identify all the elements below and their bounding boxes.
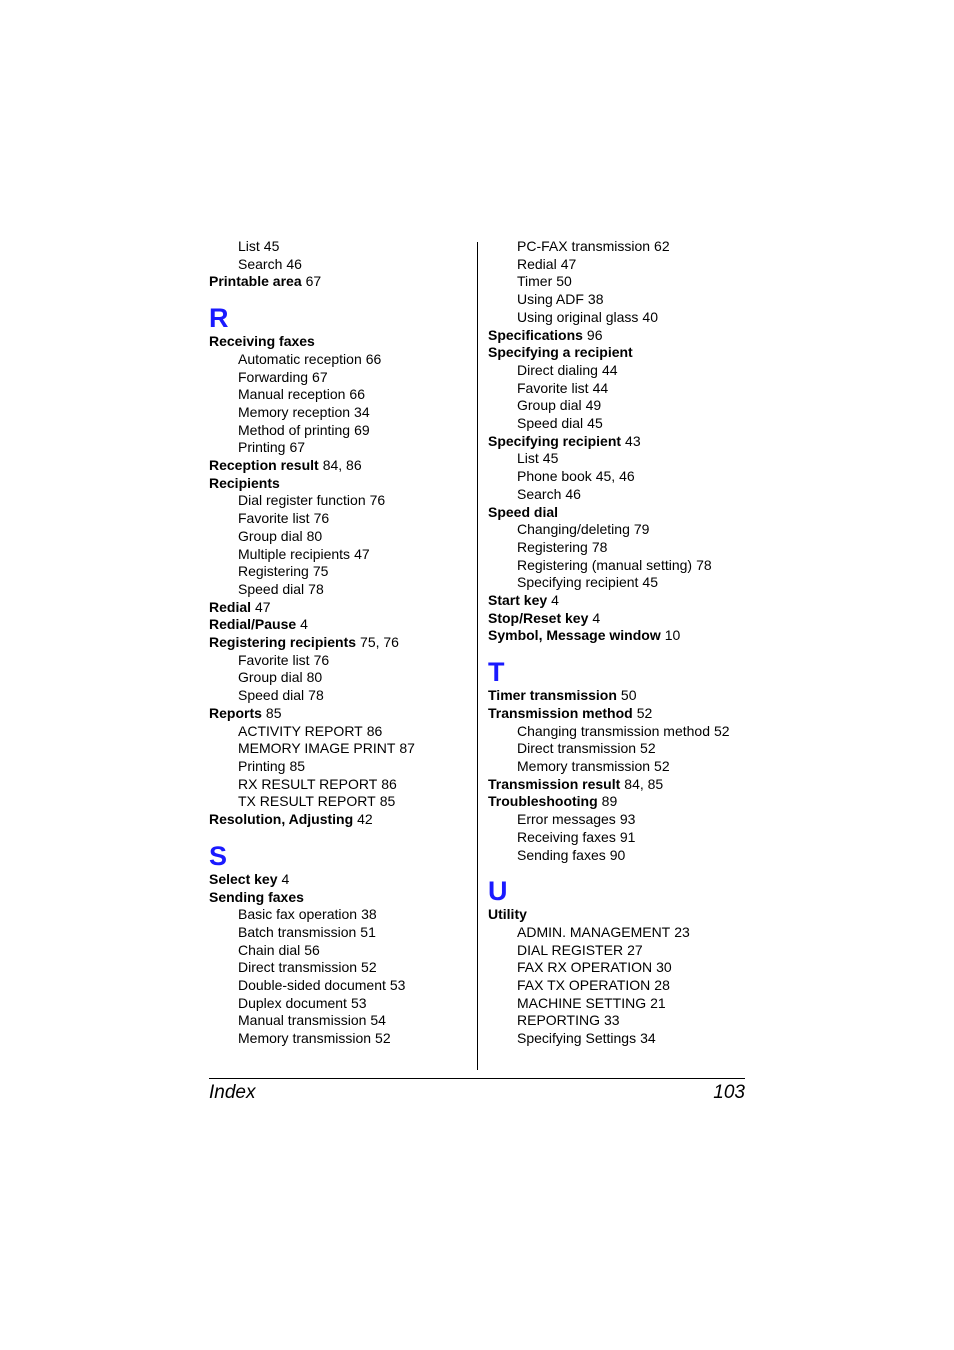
index-subentry xyxy=(488,995,748,1013)
index-subentry xyxy=(209,581,471,599)
index-subentry xyxy=(488,450,748,468)
index-entry xyxy=(209,333,471,351)
index-page-ref: 53 xyxy=(350,994,367,1011)
index-page-ref: 67 xyxy=(312,368,328,385)
index-subentry xyxy=(209,652,471,670)
index-page-ref: 33 xyxy=(603,1012,620,1029)
index-page-ref: 4 xyxy=(592,609,601,626)
index-subentry xyxy=(209,386,471,404)
index-subentry xyxy=(488,238,748,256)
index-page-ref: 47 xyxy=(255,598,271,615)
index-page-ref: 45 xyxy=(263,238,280,254)
index-column-left xyxy=(209,238,471,1048)
index-term: Manual transmission xyxy=(238,1012,367,1029)
index-page-ref: 79 xyxy=(633,521,650,538)
footer-section-label: Index xyxy=(209,1082,256,1103)
index-term: Speed dial xyxy=(238,687,305,704)
index-subentry xyxy=(209,1030,471,1048)
index-page-ref: 78 xyxy=(696,556,712,573)
index-page-ref: 66 xyxy=(349,386,365,403)
index-term: Stop/Reset key xyxy=(488,609,589,626)
index-term: Error messages xyxy=(517,811,616,828)
index-term: Speed dial xyxy=(517,415,584,432)
index-entry xyxy=(488,433,748,451)
index-term: RX RESULT REPORT xyxy=(238,775,378,792)
index-term: Basic fax operation xyxy=(238,906,358,923)
index-page-ref: 54 xyxy=(370,1012,386,1029)
index-term: Favorite list xyxy=(238,510,310,527)
index-term: Timer transmission xyxy=(488,687,617,704)
index-subentry xyxy=(488,397,748,415)
index-term: Transmission result xyxy=(488,775,621,792)
index-page-ref: 23 xyxy=(674,923,690,940)
index-subentry xyxy=(209,687,471,705)
index-page-ref: 44 xyxy=(592,379,609,396)
index-page-ref: 27 xyxy=(627,941,643,958)
index-term: Redial/Pause xyxy=(209,616,297,633)
index-term: Printable area xyxy=(209,273,302,290)
index-page-ref: 67 xyxy=(305,273,322,290)
index-page-ref: 10 xyxy=(664,627,681,644)
index-page-ref: 38 xyxy=(587,291,604,308)
index-page-ref: 66 xyxy=(365,350,382,367)
index-entry xyxy=(488,504,748,522)
index-page-ref: 30 xyxy=(656,959,672,976)
index-subentry xyxy=(488,574,748,592)
index-subentry xyxy=(209,439,471,457)
footer-page-number: 103 xyxy=(713,1082,745,1103)
index-subentry xyxy=(488,977,748,995)
index-page-ref: 34 xyxy=(354,403,370,420)
index-term: Automatic reception xyxy=(238,350,362,367)
index-term: Speed dial xyxy=(488,503,559,520)
index-term: Utility xyxy=(488,906,527,923)
index-term: Manual reception xyxy=(238,386,346,403)
index-subentry xyxy=(209,369,471,387)
index-term: Using original glass xyxy=(517,308,639,325)
index-entry xyxy=(488,592,748,610)
index-page-ref: 86 xyxy=(366,722,383,739)
index-subentry xyxy=(209,669,471,687)
index-term: ACTIVITY REPORT xyxy=(238,722,363,739)
index-entry xyxy=(488,687,748,705)
index-term: Troubleshooting xyxy=(488,793,598,810)
index-page-ref: 38 xyxy=(361,906,377,923)
index-term: Duplex document xyxy=(238,994,347,1011)
index-subentry xyxy=(488,811,748,829)
index-page-ref: 69 xyxy=(354,421,370,438)
index-page-ref: 90 xyxy=(609,846,626,863)
index-subentry xyxy=(488,557,748,575)
index-term: Speed dial xyxy=(238,580,305,597)
index-page-ref: 75 xyxy=(312,563,329,580)
index-letter-heading: U xyxy=(488,876,508,907)
index-page-ref: 67 xyxy=(289,439,306,456)
index-term: PC-FAX transmission xyxy=(517,238,651,254)
index-page-ref: 76 xyxy=(369,492,386,509)
index-subentry xyxy=(488,309,748,327)
index-term: REPORTING xyxy=(517,1012,600,1029)
index-page-ref: 76 xyxy=(313,651,330,668)
index-subentry xyxy=(488,942,748,960)
index-term: Specifying recipient xyxy=(488,432,622,449)
index-page-ref: 76 xyxy=(313,510,330,527)
index-term: Memory transmission xyxy=(238,1030,372,1047)
index-subentry xyxy=(209,256,471,274)
index-term: Memory transmission xyxy=(517,757,651,774)
index-page-ref: 96 xyxy=(586,326,603,343)
index-subentry xyxy=(488,1030,748,1048)
index-subentry xyxy=(488,924,748,942)
index-entry xyxy=(209,889,471,907)
index-page-ref: 52 xyxy=(654,757,670,774)
index-term: Phone book xyxy=(517,468,592,485)
index-page-ref: 49 xyxy=(585,397,602,414)
index-subentry xyxy=(488,758,748,776)
index-term: Redial xyxy=(209,598,252,615)
index-term: DIAL REGISTER xyxy=(517,941,624,958)
index-term: Multiple recipients xyxy=(238,545,351,562)
index-term: List xyxy=(517,450,539,467)
index-page-ref: 80 xyxy=(306,527,323,544)
index-subentry xyxy=(488,521,748,539)
index-entry xyxy=(209,634,471,652)
index-term: Double-sided document xyxy=(238,977,386,994)
index-page-ref: 42 xyxy=(357,811,373,828)
index-page-ref: 78 xyxy=(591,538,608,555)
index-subentry xyxy=(488,723,748,741)
index-term: List xyxy=(238,238,260,254)
index-page-ref: 85 xyxy=(379,793,396,810)
index-term: Changing/deleting xyxy=(517,521,630,538)
index-page-ref: 86 xyxy=(381,775,397,792)
index-subentry xyxy=(209,528,471,546)
index-entry xyxy=(209,871,471,889)
index-page-ref: 4 xyxy=(551,592,559,609)
index-term: TX RESULT REPORT xyxy=(238,793,376,810)
index-term: Batch transmission xyxy=(238,923,357,940)
index-term: Registering xyxy=(517,538,588,555)
index-entry xyxy=(209,705,471,723)
index-subentry xyxy=(209,546,471,564)
index-term: Specifying a recipient xyxy=(488,344,633,361)
index-page-ref: 52 xyxy=(714,722,730,739)
index-term: Chain dial xyxy=(238,941,301,958)
index-entry xyxy=(209,457,471,475)
index-page-ref: 28 xyxy=(654,977,670,994)
index-term: Search xyxy=(238,255,283,272)
index-term: Dial register function xyxy=(238,492,366,509)
index-term: Receiving faxes xyxy=(517,828,616,845)
index-subentry xyxy=(209,510,471,528)
index-entry xyxy=(488,610,748,628)
index-entry xyxy=(488,344,748,362)
index-term: Printing xyxy=(238,439,286,456)
index-subentry xyxy=(209,563,471,581)
index-page-ref: 44 xyxy=(601,361,618,378)
index-subentry xyxy=(209,776,471,794)
index-entry xyxy=(209,599,471,617)
index-page-ref: 80 xyxy=(306,669,323,686)
index-page-ref: 46 xyxy=(286,255,302,272)
index-term: Select key xyxy=(209,870,278,887)
index-subentry xyxy=(209,238,471,256)
index-page-ref: 53 xyxy=(389,977,406,994)
index-page-ref: 75, 76 xyxy=(360,634,399,651)
index-subentry xyxy=(488,1012,748,1030)
index-term: Specifications xyxy=(488,326,583,343)
index-term: Direct transmission xyxy=(238,959,358,976)
index-subentry xyxy=(488,539,748,557)
index-term: Favorite list xyxy=(517,379,589,396)
index-term: ADMIN. MANAGEMENT xyxy=(517,923,671,940)
index-entry xyxy=(209,811,471,829)
index-page-ref: 52 xyxy=(361,959,377,976)
index-subentry xyxy=(488,847,748,865)
index-entry xyxy=(209,273,471,291)
index-letter-heading: R xyxy=(209,303,229,334)
index-letter-heading: T xyxy=(488,657,505,688)
index-entry xyxy=(488,327,748,345)
index-subentry xyxy=(209,492,471,510)
index-page-ref: 84, 85 xyxy=(624,775,664,792)
index-subentry xyxy=(209,906,471,924)
index-subentry xyxy=(209,351,471,369)
index-term: Transmission method xyxy=(488,704,633,721)
index-subentry xyxy=(209,1012,471,1030)
index-subentry xyxy=(209,723,471,741)
index-term: Resolution, Adjusting xyxy=(209,811,354,828)
index-subentry xyxy=(488,740,748,758)
index-term: FAX TX OPERATION xyxy=(517,977,651,994)
index-term: Favorite list xyxy=(238,651,310,668)
index-page-ref: 47 xyxy=(354,545,370,562)
index-page-ref: 52 xyxy=(636,704,653,721)
footer-rule xyxy=(209,1078,745,1079)
index-page-ref: 45, 46 xyxy=(595,468,635,485)
index-term: Timer xyxy=(517,273,553,290)
index-term: Group dial xyxy=(238,527,303,544)
index-subentry xyxy=(209,977,471,995)
index-page-ref: 87 xyxy=(399,740,415,757)
index-letter-heading: S xyxy=(209,840,228,871)
index-subentry xyxy=(488,468,748,486)
index-page-ref: 4 xyxy=(281,870,290,887)
index-subentry xyxy=(488,959,748,977)
index-page-ref: 50 xyxy=(620,687,637,704)
index-entry xyxy=(488,705,748,723)
index-column-right xyxy=(488,238,748,1048)
index-page-ref: 46 xyxy=(565,485,581,502)
index-term: Start key xyxy=(488,592,548,609)
index-page-ref: 78 xyxy=(308,580,324,597)
index-term: Specifying recipient xyxy=(517,574,639,591)
index-term: Registering recipients xyxy=(209,634,357,651)
index-entry xyxy=(209,616,471,634)
index-term: Recipients xyxy=(209,474,280,491)
index-page-ref: 85 xyxy=(289,757,306,774)
index-term: Using ADF xyxy=(517,291,584,308)
index-subentry xyxy=(488,291,748,309)
index-subentry xyxy=(488,829,748,847)
index-term: Registering (manual setting) xyxy=(517,556,693,573)
index-page-ref: 45 xyxy=(542,450,559,467)
index-subentry xyxy=(209,924,471,942)
index-term: Reception result xyxy=(209,457,319,474)
index-term: Search xyxy=(517,485,562,502)
index-page-ref: 84, 86 xyxy=(322,457,362,474)
index-subentry xyxy=(488,415,748,433)
index-term: Sending faxes xyxy=(517,846,606,863)
index-page-ref: 45 xyxy=(587,415,603,432)
index-page-ref: 47 xyxy=(560,255,577,272)
index-subentry xyxy=(488,380,748,398)
index-subentry xyxy=(209,404,471,422)
index-subentry xyxy=(488,273,748,291)
index-term: Sending faxes xyxy=(209,888,304,905)
index-subentry xyxy=(209,793,471,811)
index-term: Receiving faxes xyxy=(209,333,315,350)
index-entry xyxy=(209,475,471,493)
index-subentry xyxy=(488,362,748,380)
index-page-ref: 43 xyxy=(625,432,641,449)
index-page-ref: 89 xyxy=(601,793,618,810)
index-page-ref: 56 xyxy=(304,941,320,958)
index-page-ref: 21 xyxy=(650,994,666,1011)
index-page-ref: 62 xyxy=(654,238,670,254)
index-page-ref: 85 xyxy=(265,704,282,721)
index-page-ref: 52 xyxy=(640,740,656,757)
index-term: Registering xyxy=(238,563,309,580)
index-entry xyxy=(488,906,748,924)
index-page-ref: 45 xyxy=(642,574,658,591)
index-subentry xyxy=(209,422,471,440)
index-subentry xyxy=(488,486,748,504)
index-term: Redial xyxy=(517,255,557,272)
index-term: Reports xyxy=(209,704,262,721)
index-page-ref: 93 xyxy=(619,811,636,828)
index-page-ref: 40 xyxy=(642,308,658,325)
index-term: FAX RX OPERATION xyxy=(517,959,653,976)
index-subentry xyxy=(209,959,471,977)
index-page-ref: 52 xyxy=(375,1030,391,1047)
index-term: Direct dialing xyxy=(517,361,598,378)
index-term: Symbol, Message window xyxy=(488,627,661,644)
index-page-ref: 51 xyxy=(360,923,376,940)
index-page-ref: 91 xyxy=(619,828,636,845)
index-subentry xyxy=(488,256,748,274)
index-subentry xyxy=(209,942,471,960)
index-term: Specifying Settings xyxy=(517,1030,637,1047)
index-term: MACHINE SETTING xyxy=(517,994,647,1011)
index-subentry xyxy=(209,758,471,776)
index-page-ref: 78 xyxy=(308,687,324,704)
index-entry xyxy=(488,627,748,645)
index-term: Direct transmission xyxy=(517,740,637,757)
index-term: Changing transmission method xyxy=(517,722,710,739)
index-term: MEMORY IMAGE PRINT xyxy=(238,740,396,757)
index-entry xyxy=(488,776,748,794)
index-entry xyxy=(488,793,748,811)
column-divider xyxy=(477,242,478,1070)
index-subentry xyxy=(209,995,471,1013)
index-page-ref: 4 xyxy=(300,616,308,633)
index-page-ref: 50 xyxy=(556,273,572,290)
index-term: Printing xyxy=(238,757,286,774)
index-term: Forwarding xyxy=(238,368,309,385)
index-page-ref: 34 xyxy=(640,1030,656,1047)
index-term: Memory reception xyxy=(238,403,351,420)
index-term: Group dial xyxy=(238,669,303,686)
index-term: Method of printing xyxy=(238,421,351,438)
index-subentry xyxy=(209,740,471,758)
index-term: Group dial xyxy=(517,397,582,414)
